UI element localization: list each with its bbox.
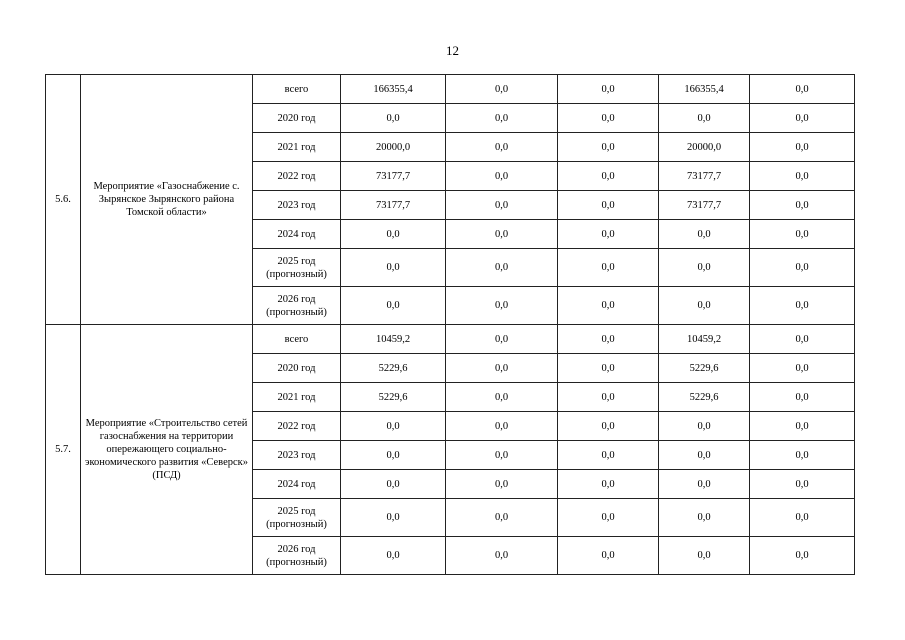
- value-cell: 0,0: [659, 441, 750, 470]
- value-cell: 0,0: [341, 470, 446, 499]
- value-cell: 0,0: [750, 325, 855, 354]
- value-cell: 0,0: [750, 220, 855, 249]
- value-cell: 0,0: [558, 537, 659, 575]
- value-cell: 0,0: [446, 470, 558, 499]
- value-cell: 0,0: [659, 287, 750, 325]
- value-cell: 5229,6: [341, 383, 446, 412]
- period-label: 2020 год: [253, 104, 341, 133]
- value-cell: 0,0: [558, 75, 659, 104]
- value-cell: 5229,6: [659, 354, 750, 383]
- value-cell: 0,0: [750, 441, 855, 470]
- value-cell: 0,0: [341, 104, 446, 133]
- period-label: 2021 год: [253, 133, 341, 162]
- value-cell: 0,0: [659, 470, 750, 499]
- value-cell: 0,0: [341, 249, 446, 287]
- value-cell: 0,0: [558, 354, 659, 383]
- value-cell: 0,0: [341, 499, 446, 537]
- period-label: 2026 год (прогнозный): [253, 287, 341, 325]
- value-cell: 0,0: [558, 412, 659, 441]
- section-number: 5.6.: [46, 75, 81, 325]
- value-cell: 0,0: [446, 220, 558, 249]
- value-cell: 5229,6: [341, 354, 446, 383]
- period-label: 2020 год: [253, 354, 341, 383]
- value-cell: 0,0: [659, 412, 750, 441]
- value-cell: 0,0: [558, 104, 659, 133]
- value-cell: 0,0: [558, 162, 659, 191]
- value-cell: 10459,2: [659, 325, 750, 354]
- value-cell: 0,0: [659, 537, 750, 575]
- value-cell: 0,0: [558, 133, 659, 162]
- table-row: [46, 75, 855, 104]
- section-name: Мероприятие «Газоснабжение с. Зырянское Зырянского района Томской области»: [81, 75, 253, 325]
- value-cell: 73177,7: [659, 162, 750, 191]
- value-cell: 0,0: [446, 162, 558, 191]
- period-label: всего: [253, 325, 341, 354]
- value-cell: 0,0: [446, 249, 558, 287]
- value-cell: 20000,0: [659, 133, 750, 162]
- period-label: всего: [253, 75, 341, 104]
- value-cell: 0,0: [750, 354, 855, 383]
- value-cell: 0,0: [341, 220, 446, 249]
- value-cell: 0,0: [446, 133, 558, 162]
- value-cell: 0,0: [558, 287, 659, 325]
- period-label: 2023 год: [253, 191, 341, 220]
- value-cell: 0,0: [558, 191, 659, 220]
- value-cell: 0,0: [341, 412, 446, 441]
- value-cell: 0,0: [446, 499, 558, 537]
- value-cell: 0,0: [750, 191, 855, 220]
- period-label: 2024 год: [253, 220, 341, 249]
- section-number: 5.7.: [46, 325, 81, 575]
- value-cell: 0,0: [446, 441, 558, 470]
- value-cell: 20000,0: [341, 133, 446, 162]
- value-cell: 0,0: [659, 249, 750, 287]
- period-label: 2022 год: [253, 162, 341, 191]
- value-cell: 0,0: [558, 470, 659, 499]
- value-cell: 0,0: [446, 412, 558, 441]
- value-cell: 0,0: [750, 537, 855, 575]
- budget-table: [45, 74, 855, 575]
- value-cell: 0,0: [750, 470, 855, 499]
- value-cell: 0,0: [750, 75, 855, 104]
- section-name: Мероприятие «Строительство сетей газоснабжения на территории опережающего социально-экономического развития «Северск» (ПСД): [81, 325, 253, 575]
- period-label: 2023 год: [253, 441, 341, 470]
- value-cell: 73177,7: [659, 191, 750, 220]
- value-cell: 0,0: [750, 287, 855, 325]
- page-number: 12: [446, 43, 459, 58]
- period-label: 2022 год: [253, 412, 341, 441]
- value-cell: 0,0: [341, 537, 446, 575]
- period-label: 2024 год: [253, 470, 341, 499]
- value-cell: 0,0: [750, 104, 855, 133]
- value-cell: 0,0: [558, 499, 659, 537]
- value-cell: 0,0: [341, 287, 446, 325]
- value-cell: 166355,4: [659, 75, 750, 104]
- value-cell: 0,0: [558, 220, 659, 249]
- value-cell: 0,0: [446, 325, 558, 354]
- value-cell: 0,0: [558, 249, 659, 287]
- table-row: [46, 325, 855, 354]
- value-cell: 0,0: [558, 441, 659, 470]
- value-cell: 0,0: [446, 383, 558, 412]
- value-cell: 0,0: [446, 104, 558, 133]
- value-cell: 0,0: [341, 441, 446, 470]
- value-cell: 0,0: [750, 412, 855, 441]
- value-cell: 0,0: [558, 383, 659, 412]
- period-label: 2025 год (прогнозный): [253, 499, 341, 537]
- period-label: 2026 год (прогнозный): [253, 537, 341, 575]
- value-cell: 0,0: [750, 499, 855, 537]
- value-cell: 0,0: [659, 104, 750, 133]
- period-label: 2025 год (прогнозный): [253, 249, 341, 287]
- value-cell: 0,0: [750, 162, 855, 191]
- value-cell: 10459,2: [341, 325, 446, 354]
- value-cell: 0,0: [659, 220, 750, 249]
- period-label: 2021 год: [253, 383, 341, 412]
- value-cell: 0,0: [446, 75, 558, 104]
- value-cell: 5229,6: [659, 383, 750, 412]
- value-cell: 0,0: [558, 325, 659, 354]
- value-cell: 0,0: [446, 287, 558, 325]
- value-cell: 0,0: [446, 191, 558, 220]
- value-cell: 0,0: [659, 499, 750, 537]
- value-cell: 73177,7: [341, 191, 446, 220]
- value-cell: 0,0: [446, 354, 558, 383]
- value-cell: 0,0: [750, 133, 855, 162]
- value-cell: 0,0: [446, 537, 558, 575]
- value-cell: 73177,7: [341, 162, 446, 191]
- value-cell: 0,0: [750, 383, 855, 412]
- value-cell: 166355,4: [341, 75, 446, 104]
- value-cell: 0,0: [750, 249, 855, 287]
